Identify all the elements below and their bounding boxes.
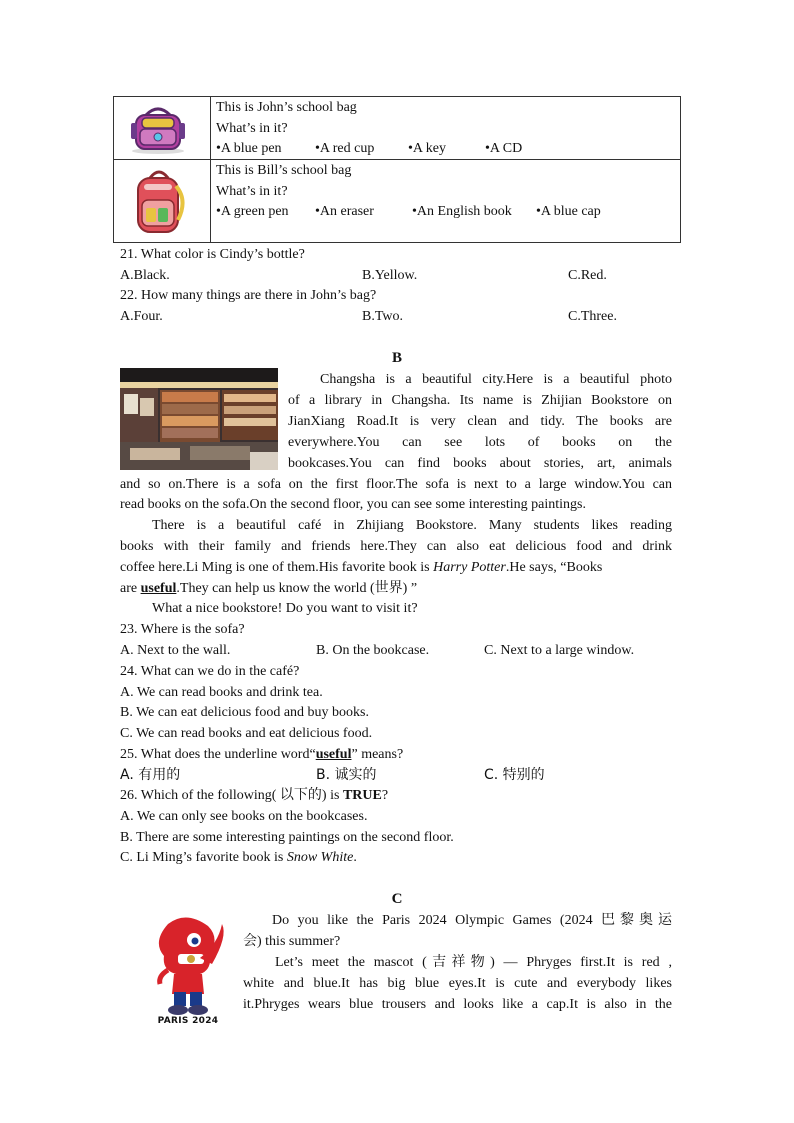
passage-line: Changsha is a beautiful city.Here is a beautiful photo bbox=[320, 372, 672, 387]
row1-item: •A blue pen bbox=[216, 141, 282, 156]
school-bag-red-image bbox=[130, 166, 188, 238]
option-text: . bbox=[353, 850, 357, 865]
row2-item: •A green pen bbox=[216, 204, 289, 219]
school-bag-purple-image bbox=[128, 101, 188, 155]
question-21: 21. What color is Cindy’s bottle? bbox=[120, 247, 305, 262]
question-text: ? bbox=[381, 788, 389, 803]
passage-line: and so on.There is a sofa on the first floor.The sofa is next to a large window.You can bbox=[120, 477, 672, 492]
row2-item: •An English book bbox=[412, 204, 512, 219]
question-text: ” means? bbox=[351, 747, 404, 762]
question-text: 26. Which of the following( 以下的) is bbox=[120, 788, 340, 803]
passage-text: .They can help us know the world (世界) ” bbox=[176, 581, 418, 596]
library-photo bbox=[120, 368, 278, 470]
option: C. 特别的 bbox=[484, 767, 545, 783]
underlined-word: useful bbox=[140, 581, 177, 596]
row1-item: •A CD bbox=[485, 141, 523, 156]
option: A.Black. bbox=[120, 268, 170, 283]
passage-line: bookcases.You can find books about stories, art, animals bbox=[288, 456, 672, 471]
option: C. Next to a large window. bbox=[484, 643, 635, 658]
row1-line1: This is John’s school bag bbox=[216, 100, 357, 115]
mascot-image bbox=[138, 914, 238, 1032]
passage-line: everywhere.You can see lots of books on the bbox=[288, 435, 672, 450]
emphasis-word: TRUE bbox=[342, 788, 382, 803]
passage-line: What a nice bookstore! Do you want to visit it? bbox=[152, 601, 418, 616]
option: B. We can eat delicious food and buy books. bbox=[120, 705, 370, 720]
option: A. We can read books and drink tea. bbox=[120, 685, 323, 700]
option: A. Next to the wall. bbox=[120, 643, 231, 658]
option: B. 诚实的 bbox=[316, 767, 377, 783]
underlined-word: useful bbox=[315, 747, 352, 762]
option: A. 有用的 bbox=[120, 767, 181, 783]
row2-item: •An eraser bbox=[315, 204, 374, 219]
question-23: 23. Where is the sofa? bbox=[120, 622, 245, 637]
passage-text: coffee here.Li Ming is one of them.His favorite book is bbox=[120, 560, 430, 575]
passage-line: Do you like the Paris 2024 Olympic Games (2024 巴黎奥运 bbox=[272, 913, 672, 928]
option: A. We can only see books on the bookcases. bbox=[120, 809, 368, 824]
row2-item: •A blue cap bbox=[536, 204, 601, 219]
section-c-heading: C bbox=[391, 891, 403, 907]
row1-item: •A red cup bbox=[315, 141, 375, 156]
row1-line2: What’s in it? bbox=[216, 121, 288, 136]
passage-line: JianXiang Road.It is very clean and tidy. The books are bbox=[288, 414, 672, 429]
passage-line: There is a beautiful café in Zhijiang Bookstore. Many students likes reading bbox=[152, 518, 672, 533]
option-c bbox=[120, 849, 357, 867]
passage-line-useful bbox=[120, 580, 417, 598]
row2-line1: This is Bill’s school bag bbox=[216, 163, 352, 178]
passage-line: it.Phryges wears blue trousers and looks like a cap.It is also in the bbox=[243, 997, 672, 1012]
row1-item: •A key bbox=[408, 141, 446, 156]
option: B. There are some interesting paintings on the second floor. bbox=[120, 830, 454, 845]
passage-text: .He says, “Books bbox=[505, 560, 603, 575]
option: B. On the bookcase. bbox=[316, 643, 430, 658]
question-25 bbox=[120, 746, 403, 764]
question-24: 24. What can we do in the café? bbox=[120, 664, 300, 679]
passage-line: of a library in Changsha. Its name is Zhijian Bookstore on bbox=[288, 393, 672, 408]
passage-line: white and blue.It has big blue eyes.It is cute and everybody likes bbox=[243, 976, 672, 991]
question-26 bbox=[120, 787, 388, 805]
passage-line: read books on the sofa.On the second floor, you can see some interesting paintings. bbox=[120, 497, 586, 512]
passage-line: books with their family and friends here.They can also eat delicious food and drink bbox=[120, 539, 672, 554]
passage-line-with-title bbox=[120, 559, 602, 577]
option: B.Two. bbox=[362, 309, 404, 324]
passage-text: are bbox=[120, 581, 138, 596]
passage-line: 会) this summer? bbox=[243, 934, 341, 949]
question-22: 22. How many things are there in John’s bag? bbox=[120, 288, 377, 303]
passage-line: Let’s meet the mascot (吉祥物) — Phryges first.It is red , bbox=[275, 955, 672, 970]
table-row-divider bbox=[113, 159, 681, 160]
option: B.Yellow. bbox=[362, 268, 418, 283]
option: C.Three. bbox=[568, 309, 617, 324]
book-title: Harry Potter bbox=[433, 560, 506, 575]
mascot-caption: PARIS 2024 bbox=[157, 1016, 219, 1026]
row2-line2: What’s in it? bbox=[216, 184, 288, 199]
table-column-divider bbox=[210, 96, 211, 243]
book-title: Snow White bbox=[286, 850, 354, 865]
question-text: 25. What does the underline word“ bbox=[120, 747, 316, 762]
section-b-heading: B bbox=[391, 350, 402, 366]
option: C. We can read books and eat delicious food. bbox=[120, 726, 373, 741]
option: A.Four. bbox=[120, 309, 163, 324]
option-text: C. Li Ming’s favorite book is bbox=[120, 850, 284, 865]
option: C.Red. bbox=[568, 268, 607, 283]
